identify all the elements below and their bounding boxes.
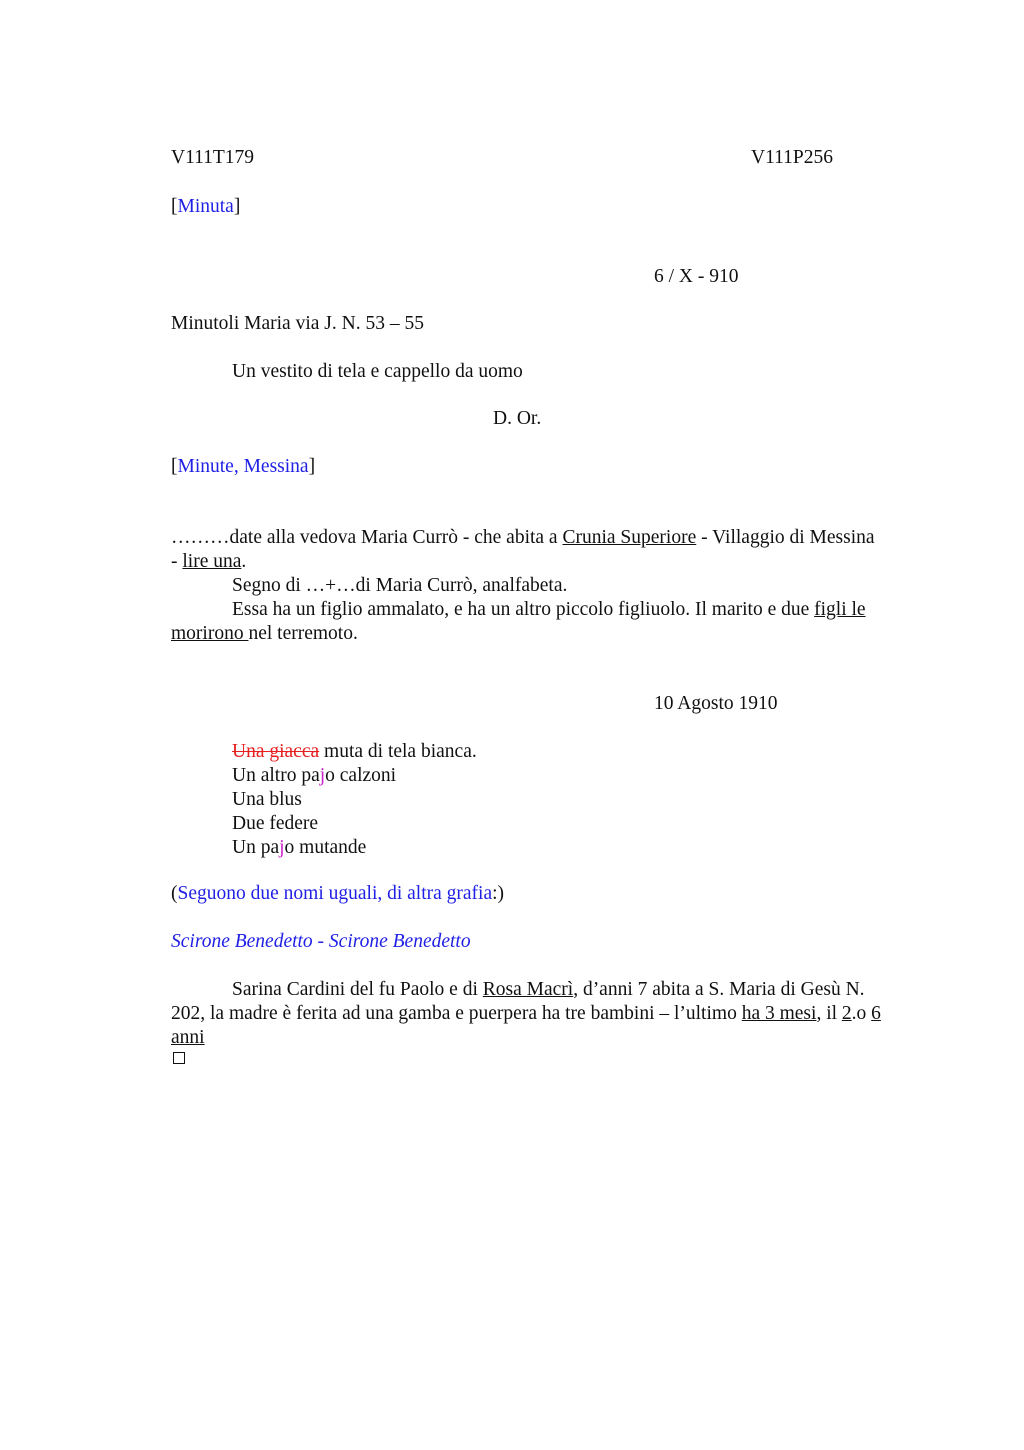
- list-item: Un pajo mutande: [232, 837, 367, 858]
- paragraph-line: Essa ha un figlio ammalato, e ha un altro piccolo figliuolo. Il marito e due figli le: [232, 599, 866, 620]
- names-line: Scirone Benedetto - Scirone Benedetto: [171, 931, 471, 952]
- item-line: Un vestito di tela e cappello da uomo: [232, 361, 523, 382]
- paragraph-line: 202, la madre è ferita ad una gamba e puerpera ha tre bambini – l’ultimo ha 3 mesi, il 2.o 6: [171, 1003, 881, 1024]
- list-item: Un altro pajo calzoni: [232, 765, 397, 786]
- name-line: Minutoli Maria via J. N. 53 – 55: [171, 313, 424, 334]
- struck-text: Una giacca: [232, 741, 320, 762]
- date-1: 6 / X - 910: [654, 266, 739, 287]
- place-name: Crunia Superiore: [562, 527, 697, 548]
- paragraph-line: Segno di …+…di Maria Currò, analfabeta.: [232, 575, 568, 596]
- paragraph-line: morirono nel terremoto.: [171, 623, 358, 644]
- paragraph-line: - lire una.: [171, 551, 247, 572]
- section-label-minuta: [Minuta]: [171, 196, 241, 217]
- amount: lire una: [182, 551, 242, 572]
- paragraph-line: ………date alla vedova Maria Currò - che abita a Crunia Superiore - Villaggio di Messina: [171, 527, 875, 548]
- list-item: Una giacca muta di tela bianca.: [232, 741, 477, 762]
- list-item: Due federe: [232, 813, 319, 834]
- right-code: V111P256: [751, 147, 833, 168]
- paragraph-line: Sarina Cardini del fu Paolo e di Rosa Macrì, d’anni 7 abita a S. Maria di Gesù N.: [232, 979, 865, 1000]
- section-label-text: Minuta: [177, 196, 234, 217]
- checkbox-glyph: [173, 1052, 185, 1064]
- paragraph-line: anni: [171, 1027, 205, 1048]
- signature: D. Or.: [493, 408, 542, 429]
- section-label-text: Minute, Messina: [177, 456, 309, 477]
- left-code: V111T179: [171, 147, 255, 168]
- editor-note: (Seguono due nomi uguali, di altra grafia:): [171, 883, 505, 904]
- date-2: 10 Agosto 1910: [654, 693, 778, 714]
- section-label-messina: [Minute, Messina]: [171, 456, 316, 477]
- list-item: Una blus: [232, 789, 302, 810]
